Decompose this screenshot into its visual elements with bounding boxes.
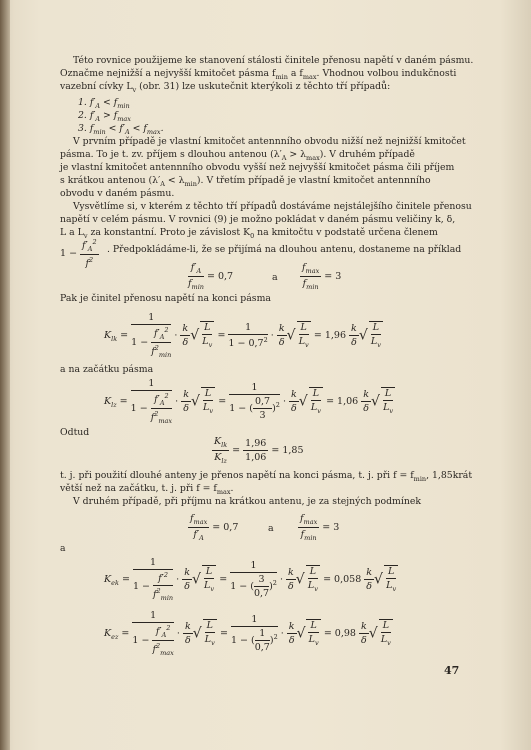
text-line: a na začátku pásma xyxy=(60,364,154,375)
text-line: pásma. To je t. zv. příjem s dlouhou antenou $(\lambda'_A > \lambda_{max})$. V druhém případě xyxy=(60,149,415,162)
text-line: Vysvětlíme si, v kterém z těchto tří případů dostáváme nejstálejšího činitele přenosu xyxy=(73,201,472,212)
conjunction: a xyxy=(272,272,278,283)
equation-ratio: $\frac{f_{max}}{f_{min}}$ = 3 xyxy=(300,513,340,542)
text-line: je vlastní kmitočet antennního obvodu vyšší než nejvyšší kmitočet pásma čili příjem xyxy=(60,162,455,173)
equation-ratio: $\frac{f_{max}}{f'_A}$ = 0,7 xyxy=(190,513,239,542)
text-line: . Předpokládáme-li, že se přijímá na dlouhou antenu, dostaneme na příklad xyxy=(107,244,462,255)
equation-k-short-start: $K_{ez}$ = 1 1 − $\frac{f'_A^2}{f^2_{max}}$ · $\frac{k}{\delta}$ √ $\frac{L}{L_v}$ = 1 1 − ( $\frac{1}{0,7}$ )$^2$ · $\frac{k}{\delta}$ √ $\frac{L}{L_v}$ = 0,98 $\frac{k}{\delta}$ √ $\frac{L}{L_v}$ xyxy=(104,610,393,657)
text-line: t. j. při použití dlouhé anteny je přenos napětí na konci pásma, t. j. při $f = f_{min}$, 1,85krát xyxy=(60,470,473,483)
text-line: Odtud xyxy=(60,427,90,438)
equation-k-start: $K_{lz}$ = 1 1 − $\frac{f'_A^2}{f^2_{max}}$ · $\frac{k}{\delta}$ √ $\frac{L}{L_v}$ = 1 1 − ( $\frac{0,7}{3}$ )$^2$ · $\frac{k}{\delta}$ √ $\frac{L}{L_v}$ = 1,06 $\frac{k}{\delta}$ √ $\frac{L}{L_v}$ xyxy=(104,378,395,425)
text-line: a xyxy=(60,543,66,554)
conjunction: a xyxy=(268,523,274,534)
text-line: větší než na začátku, t. j. při $f = f_{max}$. xyxy=(60,483,234,496)
equation-ratio: $\frac{f'_A}{f_{min}}$ = 0,7 xyxy=(188,262,234,291)
text-line: napětí v celém pásmu. V rovnici (9) je možno pokládat v daném pásmu veličiny k, δ, xyxy=(60,214,456,225)
text-line: obvodu v daném pásmu. xyxy=(60,188,175,199)
equation-k-end: $K_{lk}$ = 1 1 − $\frac{f'_A^2}{f^2_{min}}$ · $\frac{k}{\delta}$ √ $\frac{L}{L_v}$ = $\frac{1}{1 - 0,7^2}$ · $\frac{k}{\delta}$ √ $\frac{L}{L_v}$ = 1,96 $\frac{k}{\delta}$ √ $\frac{L}{L_v}$ xyxy=(104,312,383,359)
text-line: V druhém případě, při příjmu na krátkou antenu, je za stejných podmínek xyxy=(73,496,421,507)
case-3: 3. $f_{min} < f'_A < f_{max}$. xyxy=(78,123,164,136)
equation-ratio-k: $\frac{K_{lk}}{K_{lz}}$ = $\frac{1,96}{1,06}$ = 1,85 xyxy=(214,436,304,465)
equation-k-short-end: $K_{ek}$ = 1 1 − $\frac{f'^2}{f^2_{min}}$ · $\frac{k}{\delta}$ √ $\frac{L}{L_v}$ = 1 1 − ( $\frac{3}{0,7}$ )$^2$ · $\frac{k}{\delta}$ √ $\frac{L}{L_v}$ = 0,058 $\frac{k}{\delta}$ √ $\frac{L}{L_v}$ xyxy=(104,557,398,602)
text-line: L a $L_v$ za konstantní. Proto je závislost $K_0$ na kmitočtu v podstatě určena členem xyxy=(60,227,438,240)
term-expression: 1 − $\frac{f'_A^2}{f^2}$ xyxy=(60,238,97,270)
text-line: V prvním případě je vlastní kmitočet antennního obvodu nižší než nejnižší kmitočet xyxy=(73,136,466,147)
book-spine-shadow xyxy=(0,0,10,750)
text-line: Označme nejnižší a nejvyšší kmitočet pásma $f_{min}$ a $f_{max}$. Vhodnou volbou indukčnosti xyxy=(60,68,457,81)
text-line: vazební cívky $L_v$ (obr. 31) lze uskutečnit kterýkoli z těchto tří případů: xyxy=(60,81,391,94)
case-1: 1. $f'_A < f_{min}$ xyxy=(78,97,130,110)
text-line: Pak je činitel přenosu napětí na konci pásma xyxy=(60,293,271,304)
case-2: 2. $f'_A > f_{max}$ xyxy=(78,110,131,123)
page-number: 47 xyxy=(444,664,460,677)
text-line: s krátkou antenou $(\lambda'_A < \lambda_{min})$. V třetím případě je vlastní kmitočet antennního xyxy=(60,175,431,188)
text-line: Této rovnice použijeme ke stanovení stálosti činitele přenosu napětí v daném pásmu. xyxy=(73,55,474,66)
equation-ratio: $\frac{f_{max}}{f_{min}}$ = 3 xyxy=(302,262,342,291)
